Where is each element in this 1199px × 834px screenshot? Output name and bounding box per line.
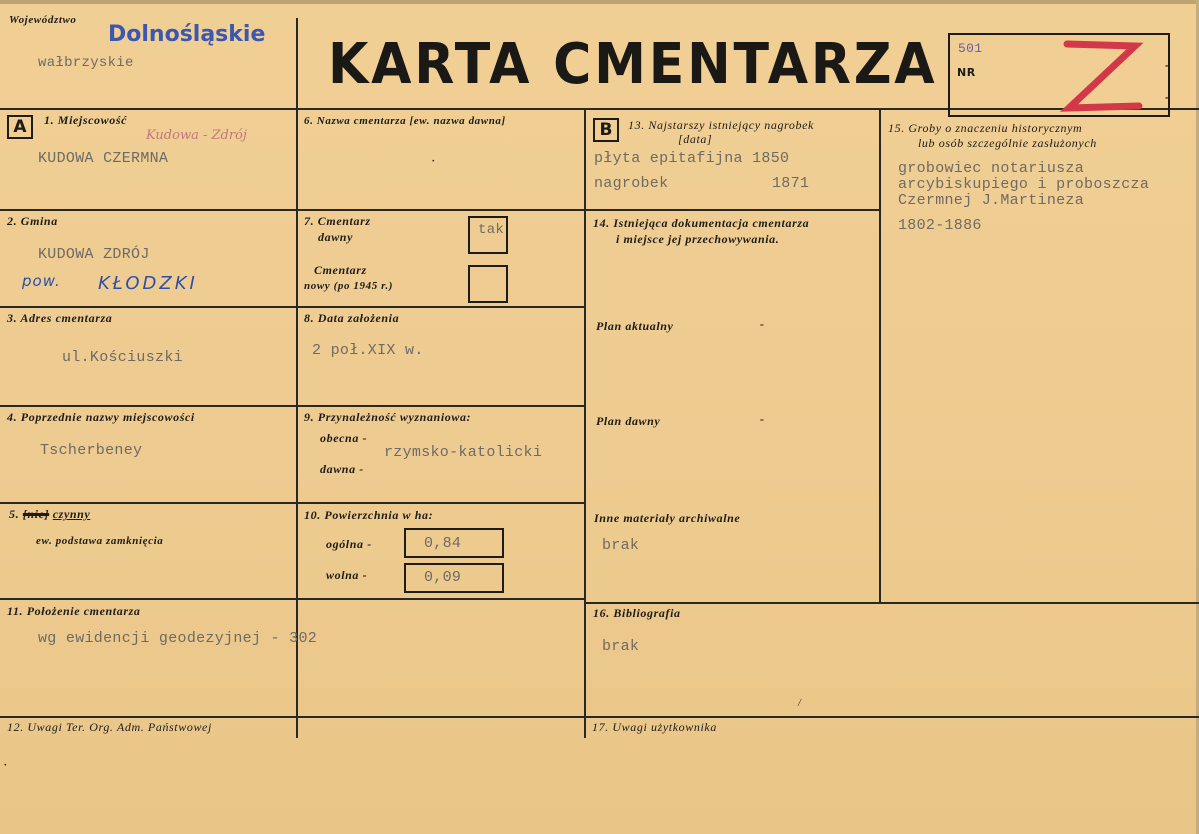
- field-7-old-value: tak: [478, 222, 505, 238]
- field-15-line: 1802-1886: [898, 217, 982, 234]
- field-10-label: 10. Powierzchnia w ha:: [304, 508, 434, 522]
- field-2-pow-label: pow.: [22, 272, 61, 290]
- archives-label: Inne materiały archiwalne: [594, 511, 741, 525]
- nr-letter-marker: [1055, 36, 1145, 116]
- field-7-old-label: 7. Cmentarz: [304, 214, 371, 228]
- field-1-label: 1. Miejscowość: [44, 113, 128, 127]
- field-14-label: 14. Istniejąca dokumentacja cmentarza: [593, 216, 810, 230]
- field-2-value: KUDOWA ZDRÓJ: [38, 246, 150, 263]
- plan-current-label: Plan aktualny: [596, 319, 674, 333]
- field-13-line2-b: 1871: [772, 175, 810, 192]
- field-17-label: 17. Uwagi użytkownika: [592, 720, 717, 734]
- field-13-label: 13. Najstarszy istniejący nagrobek: [628, 118, 814, 132]
- field-2-pow-value: KŁODZKI: [98, 273, 198, 294]
- field-16-value: brak: [602, 638, 640, 655]
- field-13-sublabel: [data]: [678, 132, 713, 146]
- field-5-sublabel: ew. podstawa zamknięcia: [36, 535, 164, 547]
- field-1-handwritten: Kudowa - Zdrój: [146, 128, 247, 143]
- wojewodztwo-stamp: Dolnośląskie: [108, 22, 266, 47]
- divider: [584, 110, 586, 738]
- divider: [0, 716, 1199, 718]
- field-3-label: 3. Adres cmentarza: [7, 311, 113, 325]
- field-2-label: 2. Gmina: [7, 214, 58, 228]
- divider: [879, 110, 881, 602]
- field-4-value: Tscherbeney: [40, 442, 143, 459]
- section-a-badge: A: [7, 115, 33, 139]
- field-10-total-label: ogólna -: [326, 537, 372, 551]
- field-5-active: czynny: [52, 507, 91, 521]
- card-top-edge: [0, 0, 1199, 4]
- divider: [584, 602, 1199, 604]
- field-13-line2-a: nagrobek: [594, 175, 669, 192]
- field-11-label: 11. Położenie cmentarza: [7, 604, 141, 618]
- field-14-label-2: i miejsce jej przechowywania.: [616, 232, 780, 246]
- field-5-struck: [nie]: [22, 507, 50, 521]
- field-10-total-value: 0,84: [424, 535, 462, 552]
- field-12-dot: ·: [4, 760, 8, 771]
- plan-current-value: -: [760, 317, 765, 331]
- field-8-label: 8. Data założenia: [304, 311, 400, 325]
- field-15-line: grobowiec notariusza: [898, 160, 1085, 177]
- nr-label: NR: [957, 66, 976, 79]
- field-4-label: 4. Poprzednie nazwy miejscowości: [7, 410, 195, 424]
- plan-old-label: Plan dawny: [596, 414, 661, 428]
- section-b-badge: B: [593, 118, 619, 142]
- field-10-free-value: 0,09: [424, 569, 462, 586]
- divider: [0, 306, 586, 308]
- field-5-label: [9, 507, 90, 522]
- field-15-label-2: lub osób szczególnie zasłużonych: [918, 136, 1097, 150]
- field-6-label: 6. Nazwa cmentarza [ew. nazwa dawna]: [304, 115, 506, 127]
- field-8-value: 2 poł.XIX w.: [312, 342, 424, 359]
- field-1-value: KUDOWA CZERMNA: [38, 150, 169, 167]
- field-16-mark: /: [798, 698, 802, 709]
- field-12-label: 12. Uwagi Ter. Org. Adm. Państwowej: [7, 720, 212, 734]
- field-10-free-label: wolna -: [326, 568, 368, 582]
- field-5-number: 5.: [9, 507, 20, 521]
- field-15-line: arcybiskupiego i proboszcza: [898, 176, 1150, 193]
- archives-value: brak: [602, 537, 640, 554]
- field-9-label: 9. Przynależność wyznaniowa:: [304, 410, 472, 424]
- card-title: KARTA CMENTARZA: [328, 32, 938, 97]
- divider: [0, 598, 586, 600]
- field-9-current-label: obecna -: [320, 431, 368, 445]
- wojewodztwo-label: Województwo: [9, 14, 77, 26]
- field-7-new-label: Cmentarz: [314, 263, 367, 277]
- divider: [0, 405, 586, 407]
- field-15-line: Czermnej J.Martineza: [898, 192, 1085, 209]
- field-7-new-checkbox: [468, 265, 508, 303]
- field-6-dot: ·: [432, 156, 436, 167]
- field-16-label: 16. Bibliografia: [593, 606, 681, 620]
- plan-old-value: -: [760, 412, 765, 426]
- nr-number: 501: [958, 41, 983, 56]
- field-3-value: ul.Kościuszki: [62, 349, 183, 366]
- field-15-label: 15. Groby o znaczeniu historycznym: [888, 121, 1083, 135]
- old-voivodeship: wałbrzyskie: [38, 55, 134, 71]
- field-9-former-label: dawna -: [320, 462, 364, 476]
- field-13-line1: płyta epitafijna 1850: [594, 150, 790, 167]
- field-7-new-label-2: nowy (po 1945 r.): [304, 280, 394, 292]
- divider: [0, 502, 586, 504]
- divider: [0, 209, 880, 211]
- margin-mark: -: [1165, 58, 1171, 73]
- field-9-value: rzymsko-katolicki: [384, 444, 543, 461]
- field-11-value: wg ewidencji geodezyjnej - 302: [38, 630, 318, 647]
- margin-mark: -: [1165, 90, 1171, 105]
- field-7-old-label-2: dawny: [318, 230, 354, 244]
